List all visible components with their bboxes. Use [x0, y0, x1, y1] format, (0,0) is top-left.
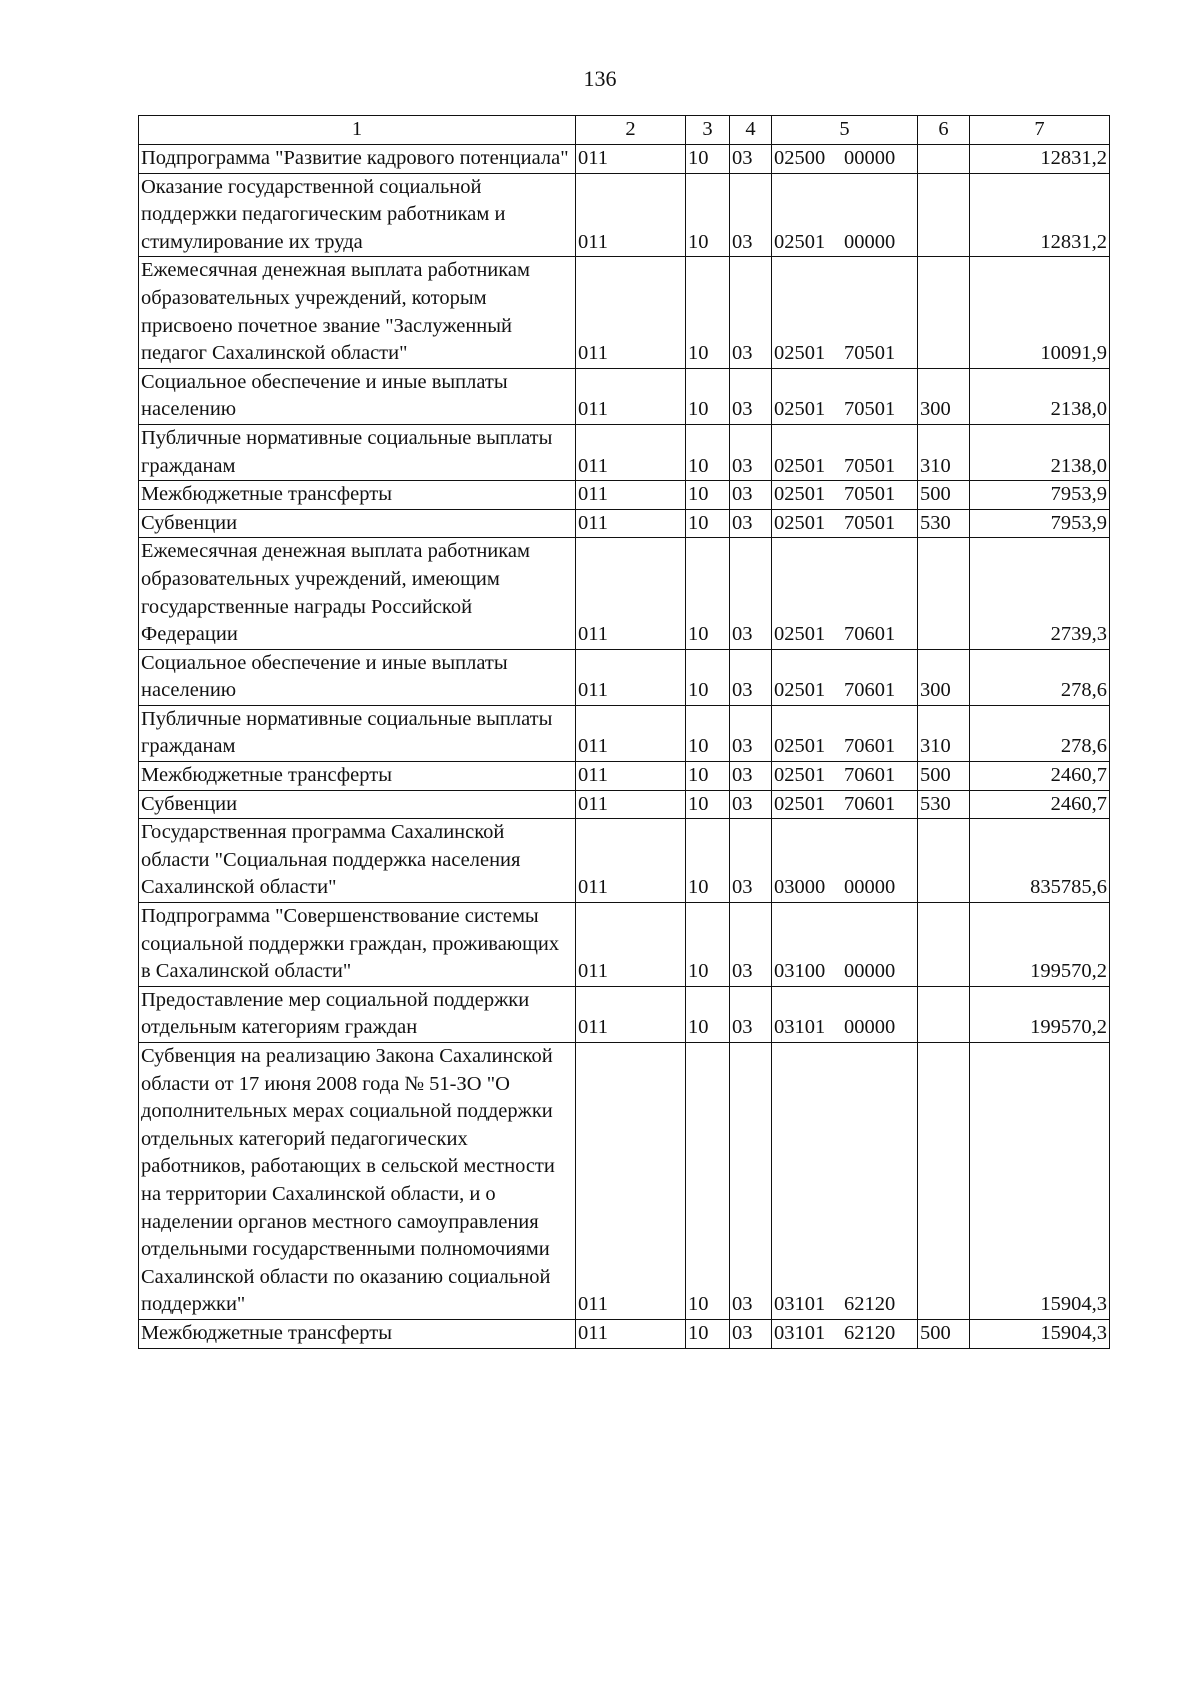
row-section-code: 10	[686, 790, 730, 819]
budget-table	[138, 115, 1110, 1349]
table-row	[139, 1319, 1110, 1348]
row-ministry-code: 011	[576, 790, 686, 819]
row-target-code	[772, 649, 918, 705]
row-expense-type: 310	[918, 424, 970, 480]
row-amount: 2460,7	[970, 762, 1110, 791]
table-row	[139, 790, 1110, 819]
row-ministry-code: 011	[576, 481, 686, 510]
table-row	[139, 145, 1110, 174]
row-ministry-code: 011	[576, 1319, 686, 1348]
header-col-5: 5	[772, 116, 918, 145]
header-row	[139, 116, 1110, 145]
row-ministry-code: 011	[576, 819, 686, 903]
table-row	[139, 509, 1110, 538]
row-ministry-code: 011	[576, 368, 686, 424]
row-amount: 7953,9	[970, 481, 1110, 510]
row-amount: 835785,6	[970, 819, 1110, 903]
row-section-code: 10	[686, 705, 730, 761]
row-name: Межбюджетные трансферты	[139, 1319, 576, 1348]
row-name: Оказание государственной социальной поддержки педагогическим работникам и стимулирование их труда	[139, 173, 576, 257]
table-row	[139, 762, 1110, 791]
row-section-code: 10	[686, 903, 730, 987]
row-ministry-code: 011	[576, 1043, 686, 1320]
row-amount: 10091,9	[970, 257, 1110, 368]
row-subsection-code: 03	[730, 903, 772, 987]
row-name: Государственная программа Сахалинской области "Социальная поддержка населения Сахалинской области"	[139, 819, 576, 903]
row-target-code	[772, 538, 918, 649]
row-target-code-part2: 00000	[844, 1016, 896, 1039]
table-row	[139, 424, 1110, 480]
row-target-code-part2: 70501	[844, 454, 896, 477]
row-expense-type	[918, 1043, 970, 1320]
row-amount: 15904,3	[970, 1043, 1110, 1320]
row-ministry-code: 011	[576, 986, 686, 1042]
row-subsection-code: 03	[730, 649, 772, 705]
row-subsection-code: 03	[730, 257, 772, 368]
row-ministry-code: 011	[576, 538, 686, 649]
row-target-code-part1: 02501	[774, 735, 826, 758]
row-name: Ежемесячная денежная выплата работникам образовательных учреждений, которым присвоено почетное звание "Заслуженный педагог Сахалинской области"	[139, 257, 576, 368]
row-target-code-part2: 70601	[844, 679, 896, 702]
row-name: Социальное обеспечение и иные выплаты населению	[139, 649, 576, 705]
table-row	[139, 986, 1110, 1042]
page-number: 136	[583, 66, 617, 91]
row-ministry-code: 011	[576, 903, 686, 987]
row-subsection-code: 03	[730, 145, 772, 174]
row-target-code-part1: 02501	[774, 483, 826, 506]
row-section-code: 10	[686, 257, 730, 368]
row-target-code	[772, 819, 918, 903]
row-expense-type: 310	[918, 705, 970, 761]
row-name: Публичные нормативные социальные выплаты гражданам	[139, 705, 576, 761]
row-target-code	[772, 481, 918, 510]
header-col-4: 4	[730, 116, 772, 145]
table-row	[139, 173, 1110, 257]
row-target-code-part1: 02501	[774, 764, 826, 787]
row-target-code-part2: 00000	[844, 147, 896, 169]
row-name: Социальное обеспечение и иные выплаты населению	[139, 368, 576, 424]
row-target-code-part1: 02501	[774, 454, 826, 477]
row-target-code-part2: 00000	[844, 230, 896, 253]
table-row	[139, 1043, 1110, 1320]
row-target-code	[772, 903, 918, 987]
row-target-code-part1: 03100	[774, 960, 826, 983]
row-target-code	[772, 762, 918, 791]
row-target-code-part2: 00000	[844, 876, 896, 899]
table-row	[139, 368, 1110, 424]
table-row	[139, 257, 1110, 368]
row-ministry-code: 011	[576, 424, 686, 480]
row-section-code: 10	[686, 424, 730, 480]
row-target-code	[772, 173, 918, 257]
row-target-code-part2: 62120	[844, 1321, 896, 1344]
row-name: Субвенции	[139, 509, 576, 538]
table-row	[139, 481, 1110, 510]
row-amount: 12831,2	[970, 173, 1110, 257]
row-target-code-part2: 70601	[844, 735, 896, 758]
header-col-1: 1	[139, 116, 576, 145]
row-expense-type	[918, 145, 970, 174]
row-subsection-code: 03	[730, 368, 772, 424]
row-target-code-part1: 02501	[774, 623, 826, 646]
row-expense-type	[918, 986, 970, 1042]
row-subsection-code: 03	[730, 509, 772, 538]
row-target-code	[772, 986, 918, 1042]
row-section-code: 10	[686, 819, 730, 903]
row-ministry-code: 011	[576, 145, 686, 174]
row-amount: 7953,9	[970, 509, 1110, 538]
row-section-code: 10	[686, 762, 730, 791]
row-amount: 199570,2	[970, 986, 1110, 1042]
row-expense-type: 300	[918, 649, 970, 705]
row-target-code	[772, 1043, 918, 1320]
row-expense-type	[918, 819, 970, 903]
row-target-code-part2: 62120	[844, 1293, 896, 1316]
row-target-code-part1: 02500	[774, 147, 826, 169]
row-ministry-code: 011	[576, 509, 686, 538]
row-target-code-part1: 02501	[774, 342, 826, 365]
row-target-code-part2: 00000	[844, 960, 896, 983]
header-col-7: 7	[970, 116, 1110, 145]
row-amount: 2460,7	[970, 790, 1110, 819]
row-amount: 278,6	[970, 705, 1110, 761]
row-expense-type	[918, 257, 970, 368]
row-target-code	[772, 509, 918, 538]
row-name: Предоставление мер социальной поддержки отдельным категориям граждан	[139, 986, 576, 1042]
row-amount: 2138,0	[970, 424, 1110, 480]
row-amount: 199570,2	[970, 903, 1110, 987]
row-expense-type: 530	[918, 790, 970, 819]
row-target-code	[772, 368, 918, 424]
row-expense-type	[918, 538, 970, 649]
row-target-code-part2: 70601	[844, 792, 896, 815]
row-target-code	[772, 790, 918, 819]
row-target-code	[772, 1319, 918, 1348]
row-target-code-part1: 02501	[774, 679, 826, 702]
row-amount: 2739,3	[970, 538, 1110, 649]
row-subsection-code: 03	[730, 538, 772, 649]
row-subsection-code: 03	[730, 705, 772, 761]
row-subsection-code: 03	[730, 1043, 772, 1320]
table-row	[139, 705, 1110, 761]
row-name: Субвенции	[139, 790, 576, 819]
row-target-code-part1: 03101	[774, 1016, 826, 1039]
row-subsection-code: 03	[730, 424, 772, 480]
row-name: Ежемесячная денежная выплата работникам образовательных учреждений, имеющим государственные награды Российской Федерации	[139, 538, 576, 649]
row-target-code-part1: 03101	[774, 1321, 826, 1344]
row-subsection-code: 03	[730, 986, 772, 1042]
row-target-code-part2: 70501	[844, 511, 896, 534]
row-subsection-code: 03	[730, 762, 772, 791]
row-ministry-code: 011	[576, 257, 686, 368]
row-subsection-code: 03	[730, 1319, 772, 1348]
row-name: Межбюджетные трансферты	[139, 481, 576, 510]
row-target-code-part2: 70501	[844, 483, 896, 506]
table-row	[139, 538, 1110, 649]
row-section-code: 10	[686, 481, 730, 510]
row-subsection-code: 03	[730, 790, 772, 819]
row-section-code: 10	[686, 986, 730, 1042]
row-target-code	[772, 705, 918, 761]
row-section-code: 10	[686, 173, 730, 257]
row-target-code-part2: 70501	[844, 398, 896, 421]
row-expense-type: 500	[918, 762, 970, 791]
row-section-code: 10	[686, 509, 730, 538]
row-name: Межбюджетные трансферты	[139, 762, 576, 791]
row-expense-type	[918, 903, 970, 987]
row-ministry-code: 011	[576, 762, 686, 791]
row-name: Публичные нормативные социальные выплаты гражданам	[139, 424, 576, 480]
row-amount: 278,6	[970, 649, 1110, 705]
row-expense-type: 500	[918, 481, 970, 510]
row-amount: 12831,2	[970, 145, 1110, 174]
row-section-code: 10	[686, 145, 730, 174]
row-target-code-part2: 70601	[844, 764, 896, 787]
table-row	[139, 903, 1110, 987]
row-subsection-code: 03	[730, 481, 772, 510]
row-target-code-part1: 02501	[774, 792, 826, 815]
row-name: Субвенция на реализацию Закона Сахалинской области от 17 июня 2008 года № 51-ЗО "О дополнительных мерах социальной поддержки отдельных категорий педагогических работников, работающих в сельской местности на территории Сахалинской области, и о наделении органов местного самоуправления отдельными государственными полномочиями Сахалинской области по оказанию социальной поддержки"	[139, 1043, 576, 1320]
row-expense-type: 530	[918, 509, 970, 538]
row-section-code: 10	[686, 538, 730, 649]
row-ministry-code: 011	[576, 173, 686, 257]
row-target-code-part1: 03101	[774, 1293, 826, 1316]
row-target-code-part2: 70501	[844, 342, 896, 365]
row-subsection-code: 03	[730, 819, 772, 903]
row-amount: 2138,0	[970, 368, 1110, 424]
row-name: Подпрограмма "Развитие кадрового потенциала"	[139, 145, 576, 174]
row-target-code	[772, 257, 918, 368]
header-col-3: 3	[686, 116, 730, 145]
row-section-code: 10	[686, 368, 730, 424]
row-target-code-part1: 03000	[774, 876, 826, 899]
row-expense-type: 500	[918, 1319, 970, 1348]
row-target-code	[772, 145, 918, 174]
row-section-code: 10	[686, 1043, 730, 1320]
header-col-6: 6	[918, 116, 970, 145]
row-expense-type: 300	[918, 368, 970, 424]
header-col-2: 2	[576, 116, 686, 145]
row-subsection-code: 03	[730, 173, 772, 257]
row-section-code: 10	[686, 649, 730, 705]
row-target-code-part1: 02501	[774, 511, 826, 534]
row-amount: 15904,3	[970, 1319, 1110, 1348]
row-ministry-code: 011	[576, 705, 686, 761]
row-section-code: 10	[686, 1319, 730, 1348]
table-row	[139, 649, 1110, 705]
row-name: Подпрограмма "Совершенствование системы социальной поддержки граждан, проживающих в Сахалинской области"	[139, 903, 576, 987]
row-target-code-part1: 02501	[774, 398, 826, 421]
row-target-code	[772, 424, 918, 480]
row-target-code-part1: 02501	[774, 230, 826, 253]
row-target-code-part2: 70601	[844, 623, 896, 646]
row-expense-type	[918, 173, 970, 257]
table-row	[139, 819, 1110, 903]
row-ministry-code: 011	[576, 649, 686, 705]
